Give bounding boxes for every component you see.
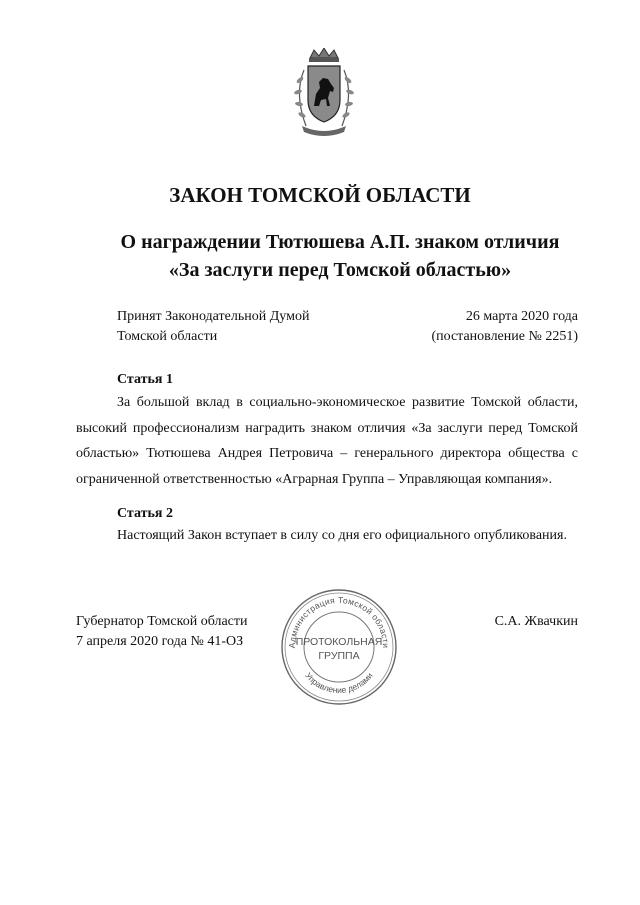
article-2-text: Настоящий Закон вступает в силу со дня его официального опубликования. <box>117 528 567 543</box>
resolution-number: (постановление № 2251) <box>431 329 578 344</box>
coat-of-arms-icon <box>290 48 358 138</box>
stamp-ring-bottom: Управление делами <box>303 670 375 696</box>
law-subtitle <box>0 228 640 284</box>
subtitle-line-1: О награждении Тютюшева А.П. знаком отличия <box>120 231 560 253</box>
official-stamp <box>279 587 399 707</box>
adoption-body-line-1: Принят Законодательной Думой <box>117 309 310 324</box>
governor-title: Губернатор Томской области <box>76 614 248 629</box>
stamp-center-line-2: ГРУППА <box>318 650 360 662</box>
adoption-body-line-2: Томской области <box>117 329 218 344</box>
svg-text:Управление делами <box>303 670 375 695</box>
article-1-heading: Статья 1 <box>117 372 173 387</box>
adoption-body <box>117 307 309 347</box>
article-2-heading: Статья 2 <box>117 506 173 521</box>
article-1-text: За большой вклад в социально-экономическое развитие Томской области, высокий профессионализм наградить знаком отличия «За заслуги перед Томской областью» Тютюшева Андрея Петровича – генерального директора общества с ограниченной ответственностью «Аграрная Группа – Управляющая компания». <box>76 395 578 487</box>
law-title: ЗАКОН ТОМСКОЙ ОБЛАСТИ <box>169 183 471 207</box>
subtitle-line-2: «За заслуги перед Томской областью» <box>168 259 512 281</box>
stamp-ring-top: Администрация Томской области <box>286 594 392 649</box>
adoption-date-line: 26 марта 2020 года <box>465 309 578 324</box>
governor-name: С.А. Жвачкин <box>494 614 578 629</box>
stamp-center-line-1: ПРОТОКОЛЬНАЯ <box>295 636 383 648</box>
law-date-number: 7 апреля 2020 года № 41-ОЗ <box>76 634 244 649</box>
signatory-block <box>76 612 248 652</box>
adoption-date <box>431 307 578 347</box>
